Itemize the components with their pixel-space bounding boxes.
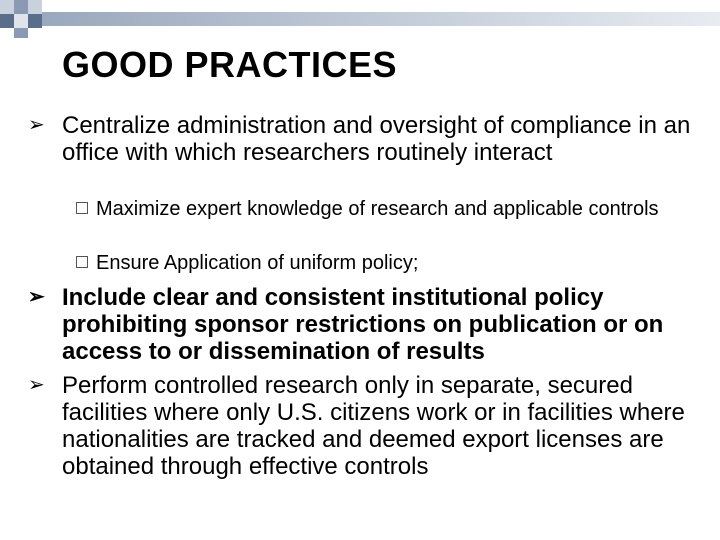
list-item bbox=[28, 284, 702, 365]
list-item bbox=[28, 372, 702, 480]
square-bullet-icon bbox=[76, 202, 88, 214]
sub-list-item bbox=[96, 252, 696, 275]
square-bullet-icon bbox=[76, 256, 88, 268]
arrow-bullet-icon: ➢ bbox=[28, 286, 45, 308]
sub-bullet-text: Ensure Application of uniform policy; bbox=[96, 252, 419, 274]
list-item bbox=[28, 112, 702, 166]
page-title: GOOD PRACTICES bbox=[62, 44, 398, 85]
bullet-text: Centralize administration and oversight of compliance in an office with which researchers routinely interact bbox=[62, 112, 691, 166]
bullet-text: Perform controlled research only in separate, secured facilities where only U.S. citizens work or in facilities where nationalities are tracked and deemed export licenses are obtained through effective controls bbox=[62, 372, 685, 480]
arrow-bullet-icon: ➢ bbox=[28, 374, 45, 396]
arrow-bullet-icon: ➢ bbox=[28, 114, 45, 136]
sub-list-item bbox=[96, 198, 696, 221]
bullet-text: Include clear and consistent institutional policy prohibiting sponsor restrictions on publication or on access to or dissemination of results bbox=[62, 284, 664, 365]
sub-bullet-text: Maximize expert knowledge of research and applicable controls bbox=[96, 198, 659, 220]
